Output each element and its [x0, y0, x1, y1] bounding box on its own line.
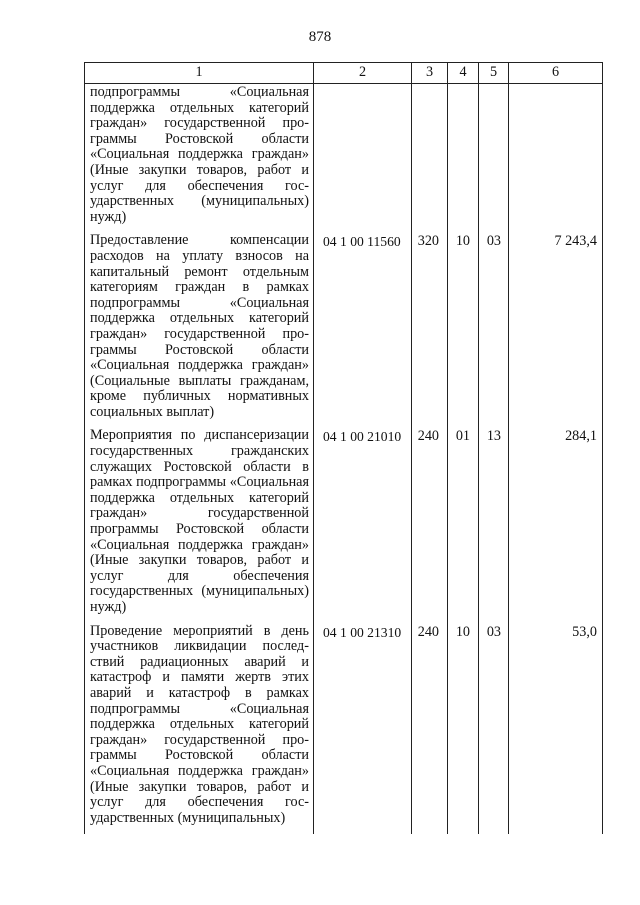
row-target-code: 04 1 00 11560: [314, 233, 412, 428]
table-row: [85, 233, 603, 428]
row-description: Предоставление компенсации расходов на уплату взносов на капитальный ремонт отдельным категориям граждан в рамках подпрограммы «Социальная поддержка отдельных категорий граждан» государственной программы Ростовской области «Социальная поддержка граждан» (Социальные выплаты гражданам, кроме публичных нормативных социальных выплат): [85, 233, 314, 428]
row-description: подпрограммы «Социальная поддержка отдельных категорий граждан» государственной программы Ростовской области «Социальная поддержка граждан» (Иные закупки товаров, работ и услуг для обеспечения государственных (муниципальных) нужд): [85, 84, 314, 234]
row-section: 10: [448, 624, 479, 835]
row-expense-type: [412, 84, 448, 234]
page-number: 878: [308, 29, 332, 45]
row-expense-type: 240: [412, 624, 448, 835]
table-body: [85, 84, 603, 835]
row-subsection: 03: [479, 624, 509, 835]
header-col-4: 4: [448, 63, 479, 84]
table-row: [85, 84, 603, 234]
header-col-1: 1: [85, 63, 314, 84]
header-col-5: 5: [479, 63, 509, 84]
row-amount: 53,0: [509, 624, 603, 835]
table-row: [85, 624, 603, 835]
table-row: [85, 428, 603, 623]
header-col-3: 3: [412, 63, 448, 84]
budget-table: [84, 62, 603, 834]
row-expense-type: 240: [412, 428, 448, 623]
row-amount: [509, 84, 603, 234]
row-expense-type: 320: [412, 233, 448, 428]
row-section: [448, 84, 479, 234]
row-target-code: [314, 84, 412, 234]
header-col-2: 2: [314, 63, 412, 84]
row-section: 01: [448, 428, 479, 623]
row-amount: 7 243,4: [509, 233, 603, 428]
row-amount: 284,1: [509, 428, 603, 623]
row-subsection: [479, 84, 509, 234]
table-header: [85, 63, 603, 84]
header-col-6: 6: [509, 63, 603, 84]
row-section: 10: [448, 233, 479, 428]
row-description: Мероприятия по диспансеризации государственных гражданских служащих Ростовской области в рамках подпрограммы «Социальная поддержка отдельных категорий граждан» государственной программы Ростовской области «Социальная поддержка граждан» (Иные закупки товаров, работ и услуг для обеспечения государственных (муниципальных) нужд): [85, 428, 314, 623]
row-target-code: 04 1 00 21310: [314, 624, 412, 835]
row-subsection: 03: [479, 233, 509, 428]
row-target-code: 04 1 00 21010: [314, 428, 412, 623]
row-description: Проведение мероприятий в день участников ликвидации последствий радиационных аварий и катастроф и памяти жертв этих аварий и катастроф в рамках подпрограммы «Социальная поддержка отдельных категорий граждан» государственной программы Ростовской области «Социальная поддержка граждан» (Иные закупки товаров, работ и услуг для обеспечения государственных (муниципальных): [85, 624, 314, 835]
row-subsection: 13: [479, 428, 509, 623]
